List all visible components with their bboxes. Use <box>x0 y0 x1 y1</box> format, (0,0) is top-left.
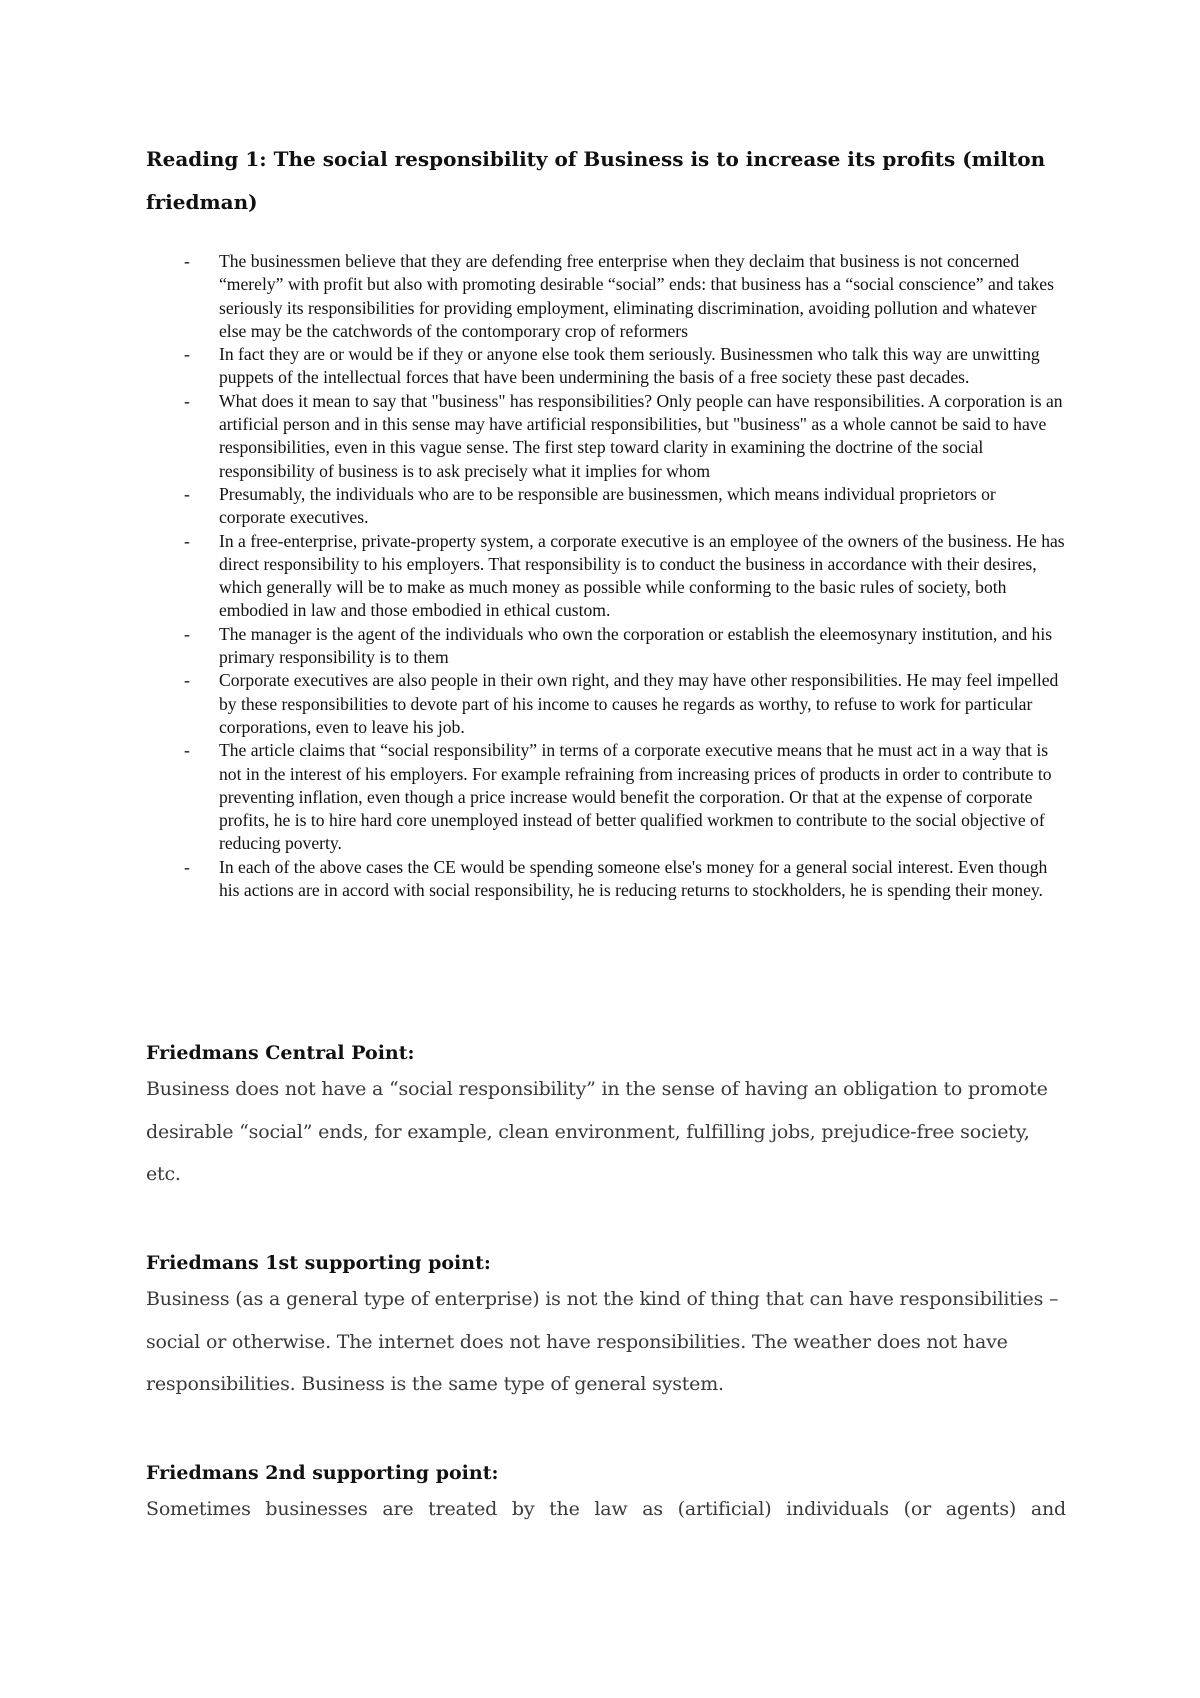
bullet-text: Presumably, the individuals who are to be responsible are businessmen, which means individual proprietors or corporate executives. <box>219 483 996 528</box>
list-item <box>146 483 1066 530</box>
section-body-central-point: Business does not have a “social responsibility” in the sense of having an obligation to promote desirable “social” ends, for example, clean environment, fulfilling jobs, prejudice-free society, etc. <box>146 1078 1048 1185</box>
section-body-second-support: Sometimes businesses are treated by the law as (artificial) individuals (or agents) and <box>146 1498 1066 1520</box>
bullet-text: The manager is the agent of the individuals who own the corporation or establish the eleemosynary institution, and his primary responsibility is to them <box>219 623 1053 668</box>
section-heading-second-support: Friedmans 2nd supporting point: <box>146 1462 499 1484</box>
bullet-text: In fact they are or would be if they or anyone else took them seriously. Businessmen who talk this way are unwitting puppets of the intellectual forces that have been undermining the basis of a free society these past decades. <box>219 344 1040 388</box>
bullet-dash: - <box>184 251 190 271</box>
list-item <box>146 623 1066 670</box>
bullet-text: In a free-enterprise, private-property system, a corporate executive is an employee of the owners of the business. He has direct responsibility to his employers. That responsibility is to conduct the business in accordance with their desires, which generally will be to make as much money as possible while conforming to the basic rules of society, both embodied in law and those embodied in ethical custom. <box>219 530 1065 621</box>
bullet-dash: - <box>184 740 190 761</box>
list-item <box>146 343 1066 390</box>
list-item <box>146 856 1066 903</box>
list-item <box>146 250 1066 343</box>
bullet-dash: - <box>184 344 190 365</box>
bullet-dash: - <box>184 856 190 877</box>
bullet-dash: - <box>184 390 190 411</box>
bullet-dash: - <box>184 623 190 644</box>
bullet-list <box>146 250 1066 902</box>
bullet-dash: - <box>184 530 190 551</box>
list-item <box>146 530 1066 623</box>
list-item <box>146 739 1066 855</box>
section-body-first-support: Business (as a general type of enterprise) is not the kind of thing that can have responsibilities – social or otherwise. The internet does not have responsibilities. The weather does not have responsibilities. Business is the same type of general system. <box>146 1288 1059 1395</box>
section-heading-first-support: Friedmans 1st supporting point: <box>146 1252 491 1274</box>
bullet-dash: - <box>184 670 190 691</box>
section-heading-central-point: Friedmans Central Point: <box>146 1042 415 1064</box>
bullet-dash: - <box>184 483 190 504</box>
bullet-text: Corporate executives are also people in their own right, and they may have other responsibilities. He may feel impelled by these responsibilities to devote part of his income to causes he regards as worthy, to refuse to work for particular corporations, even to leave his job. <box>219 670 1059 737</box>
bullet-text: The article claims that “social responsibility” in terms of a corporate executive means that he must act in a way that is not in the interest of his employers. For example refraining from increasing prices of products in order to contribute to preventing inflation, even though a price increase would benefit the corporation. Or that at the expense of corporate profits, he is to hire hard core unemployed instead of better qualified workmen to contribute to the social objective of reducing poverty. <box>219 740 1052 854</box>
bullet-text: In each of the above cases the CE would be spending someone else's money for a general social interest. Even though his actions are in accord with social responsibility, he is reducing returns to stockholders, he is spending their money. <box>219 856 1048 901</box>
list-item <box>146 669 1066 739</box>
bullet-text: The businessmen believe that they are defending free enterprise when they declaim that business is not concerned “merely” with profit but also with promoting desirable “social” ends: that business has a “social conscience” and takes seriously its responsibilities for providing employment, eliminating discrimination, avoiding pollution and whatever else may be the catchwords of the contomporary crop of reformers <box>219 251 1054 341</box>
document-title: Reading 1: The social responsibility of Business is to increase its profits (milton friedman) <box>146 147 1046 214</box>
bullet-text: What does it mean to say that "business" has responsibilities? Only people can have responsibilities. A corporation is an artificial person and in this sense may have artificial responsibilities, but "business" as a whole cannot be said to have responsibilities, even in this vague sense. The first step toward clarity in examining the doctrine of the social responsibility of business is to ask precisely what it implies for whom <box>219 390 1063 481</box>
list-item <box>146 390 1066 483</box>
